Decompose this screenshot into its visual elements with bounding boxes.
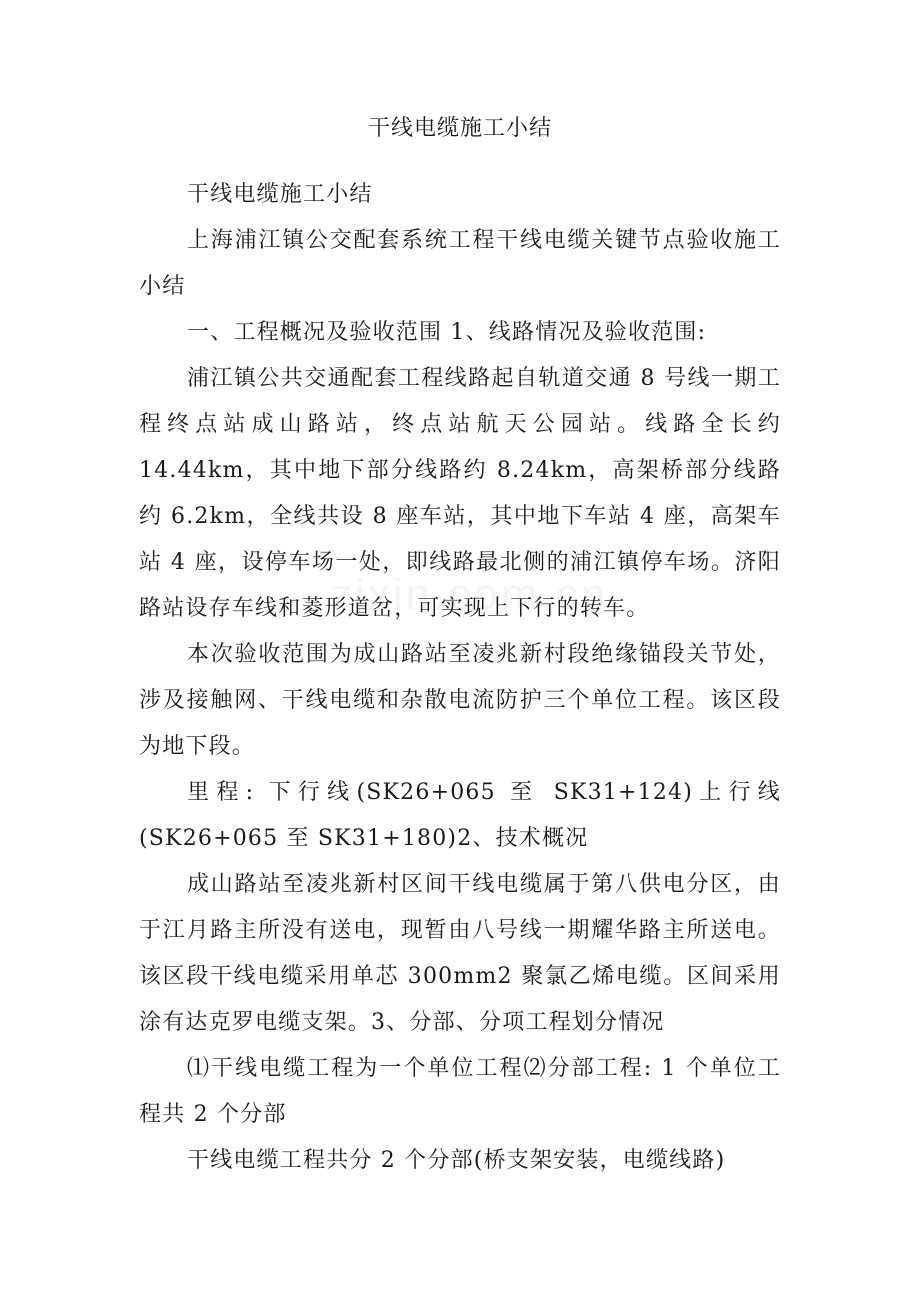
document-body (139, 172, 781, 1184)
paragraph: 上海浦江镇公交配套系统工程干线电缆关键节点验收施工小结 (139, 228, 781, 299)
paragraph: 干线电缆施工小结 (187, 182, 373, 207)
document-title: 干线电缆施工小结 (367, 116, 552, 141)
paragraph: 浦江镇公共交通配套工程线路起自轨道交通 8 号线一期工程终点站成山路站，终点站航天公园站。线路全长约 14.44km，其中地下部分线路约 8.24km，高架桥部分线路约 6.2km，全线共设 8 座车站，其中地下车站 4 座，高架车站 4 座，设停车场一处，即线路最北侧的浦江镇停车场。济阳路站设存车线和菱形道岔，可实现上下行的转车。 (139, 366, 781, 621)
paragraph: 一、工程概况及验收范围 1、线路情况及验收范围: (187, 320, 707, 345)
paragraph: 干线电缆工程共分 2 个分部(桥支架安装，电缆线路) (187, 1148, 726, 1173)
paragraph: ⑴干线电缆工程为一个单位工程⑵分部工程: 1 个单位工程共 2 个分部 (139, 1056, 781, 1127)
paragraph: 本次验收范围为成山路站至凌兆新村段绝缘锚段关节处，涉及接触网、干线电缆和杂散电流防护三个单位工程。该区段为地下段。 (139, 642, 781, 759)
paragraph: 成山路站至凌兆新村区间干线电缆属于第八供电分区，由于江月路主所没有送电，现暂由八号线一期耀华路主所送电。该区段干线电缆采用单芯 300mm2 聚氯乙烯电缆。区间采用涂有达克罗电缆支架。3、分部、分项工程划分情况 (139, 872, 781, 1035)
paragraph: 里程: 下行线(SK26+065 至 SK31+124)上行线(SK26+065 至 SK31+180)2、技术概况 (139, 780, 781, 851)
